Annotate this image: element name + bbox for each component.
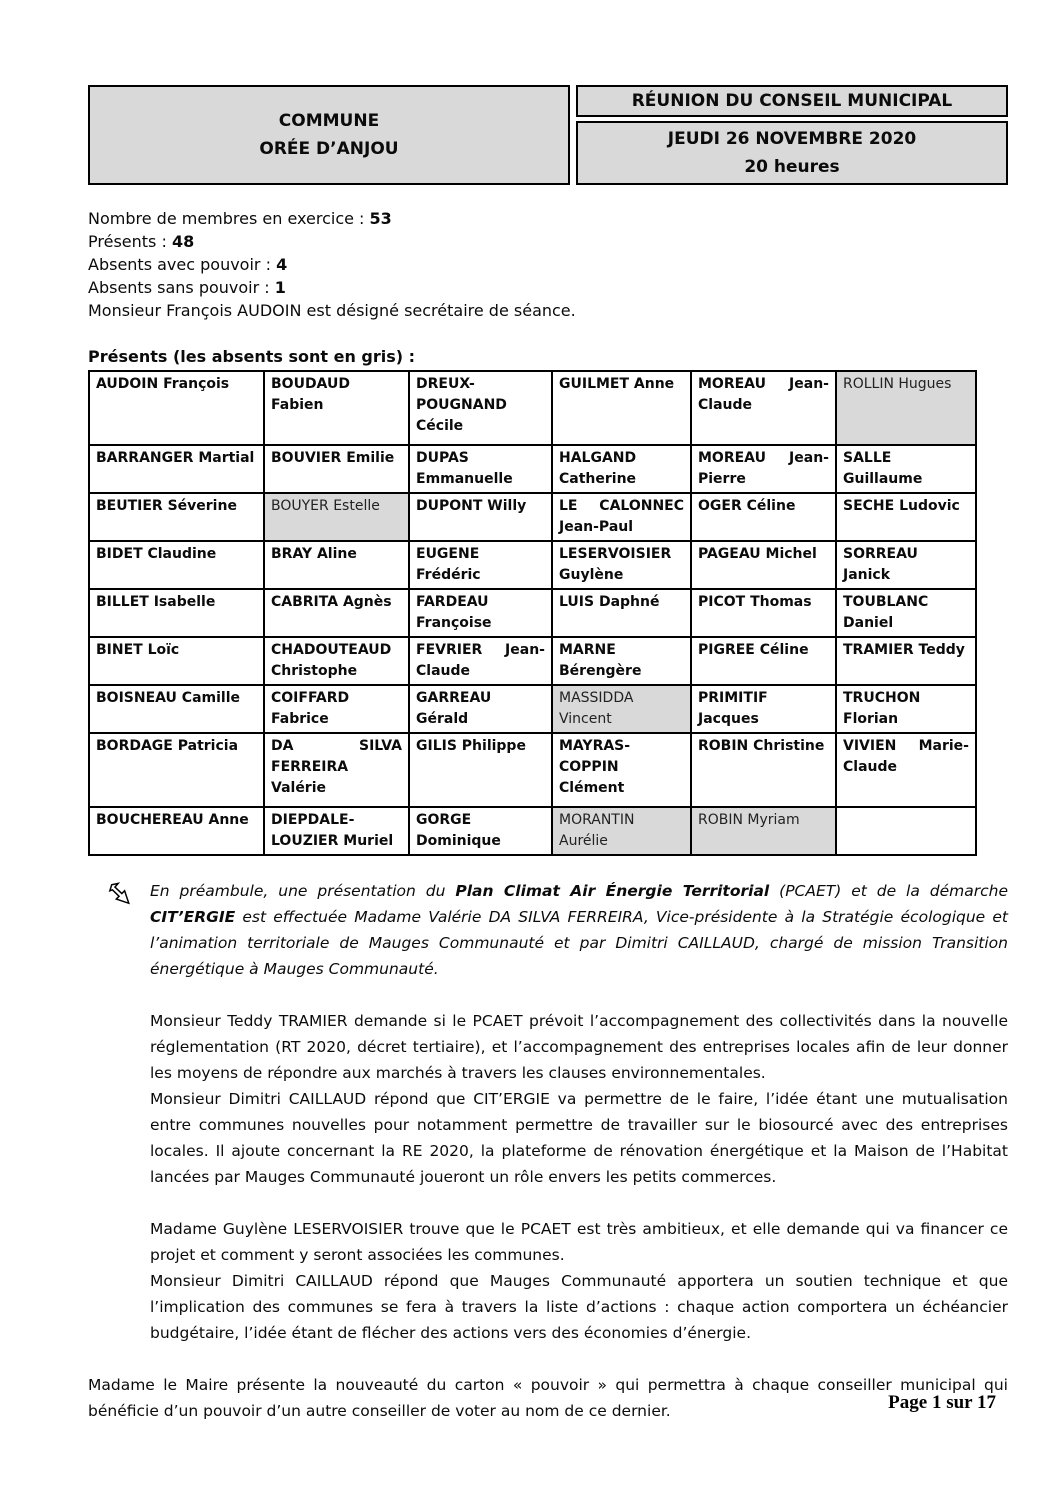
meeting-time: 20 heures xyxy=(744,157,840,177)
commune-line1: COMMUNE xyxy=(278,111,380,131)
stat-value: 48 xyxy=(171,232,195,251)
paragraph-tramier: Monsieur Teddy TRAMIER demande si le PCAET prévoit l’accompagnement des collectivités dans la nouvelle réglementation (RT 2020, décret tertiaire), et l’accompagnement des entreprises locales afin de leur donner les moyens de répondre aux marchés à travers les clauses environnementales. xyxy=(150,1012,1008,1082)
table-row xyxy=(89,371,976,445)
member-cell: COIFFARD Fabrice xyxy=(264,685,409,733)
member-cell: BOUCHEREAU Anne xyxy=(89,807,264,855)
member-cell: FEVRIER Jean-Claude xyxy=(409,637,552,685)
table-row xyxy=(89,541,976,589)
attendance-table xyxy=(88,370,977,856)
member-cell: TRUCHON Florian xyxy=(836,685,976,733)
member-cell: BINET Loïc xyxy=(89,637,264,685)
preamble-bold-pcaet: Plan Climat Air Énergie Territorial xyxy=(455,882,770,900)
member-cell: BILLET Isabelle xyxy=(89,589,264,637)
table-row xyxy=(89,589,976,637)
member-cell-empty xyxy=(836,807,976,855)
member-cell: LUIS Daphné xyxy=(552,589,691,637)
member-cell: TRAMIER Teddy xyxy=(836,637,976,685)
member-cell: AUDOIN François xyxy=(89,371,264,445)
member-cell-absent: BOUYER Estelle xyxy=(264,493,409,541)
attendance-caption: Présents (les absents sont en gris) : xyxy=(88,347,416,366)
member-cell-absent: MORANTIN Aurélie xyxy=(552,807,691,855)
member-cell: BIDET Claudine xyxy=(89,541,264,589)
member-cell: GUILMET Anne xyxy=(552,371,691,445)
paragraph-spacer xyxy=(150,982,1008,1008)
stat-line-absents-sans xyxy=(88,276,1008,299)
member-cell: CHADOUTEAUD Christophe xyxy=(264,637,409,685)
stat-label: Présents : xyxy=(88,232,167,251)
table-row xyxy=(89,445,976,493)
member-cell: PAGEAU Michel xyxy=(691,541,836,589)
member-cell: SALLE Guillaume xyxy=(836,445,976,493)
commune-line2: ORÉE D’ANJOU xyxy=(259,139,399,159)
paragraph-maire: Madame le Maire présente la nouveauté du carton « pouvoir » qui permettra à chaque conseiller municipal qui bénéficie d’un pouvoir d’un autre conseiller de voter au nom de ce dernier. xyxy=(88,1376,1008,1420)
member-cell: MAYRAS-COPPIN Clément xyxy=(552,733,691,807)
member-cell: BEUTIER Séverine xyxy=(89,493,264,541)
stat-value: 4 xyxy=(276,255,288,274)
meeting-title-cell xyxy=(576,85,1008,185)
meeting-datetime xyxy=(576,121,1008,185)
member-cell: MOREAU Jean-Claude xyxy=(691,371,836,445)
member-cell: GARREAU Gérald xyxy=(409,685,552,733)
member-cell: GORGE Dominique xyxy=(409,807,552,855)
member-cell: DA SILVA FERREIRA Valérie xyxy=(264,733,409,807)
member-cell: BOISNEAU Camille xyxy=(89,685,264,733)
member-cell: BOUDAUD Fabien xyxy=(264,371,409,445)
member-cell: DUPAS Emmanuelle xyxy=(409,445,552,493)
stat-label: Absents sans pouvoir : xyxy=(88,278,270,297)
member-cell: VIVIEN Marie-Claude xyxy=(836,733,976,807)
stat-label: Absents avec pouvoir : xyxy=(88,255,271,274)
preamble-bold-citergie: CIT’ERGIE xyxy=(150,908,236,926)
commune-title-cell xyxy=(88,85,570,185)
table-row xyxy=(89,807,976,855)
member-cell: DUPONT Willy xyxy=(409,493,552,541)
member-cell: BOUVIER Emilie xyxy=(264,445,409,493)
member-cell: BORDAGE Patricia xyxy=(89,733,264,807)
paragraph-caillaud-1: Monsieur Dimitri CAILLAUD répond que CIT’ERGIE va permettre de le faire, l’idée étant une mutualisation entre communes nouvelles pour notamment permettre de travailler sur le biosourcé avec des entreprises locales. Il ajoute concernant la RE 2020, la plateforme de rénovation énergétique et la Maison de l’Habitat lancées par Mauges Communauté joueront un rôle envers les petits commerces. xyxy=(150,1090,1008,1186)
member-cell: SECHE Ludovic xyxy=(836,493,976,541)
table-row xyxy=(89,637,976,685)
paragraph-caillaud-2: Monsieur Dimitri CAILLAUD répond que Mauges Communauté apportera un soutien technique et que l’implication des communes se fera à travers la liste d’actions : chaque action comportera un échéancier budgétaire, l’idée étant de flécher des actions vers des économies d’énergie. xyxy=(150,1272,1008,1342)
member-cell: BARRANGER Martial xyxy=(89,445,264,493)
preamble-seg: est effectuée Madame Valérie DA SILVA FERREIRA, Vice-présidente à la Stratégie écologique et l’animation territoriale de Mauges Communauté et par Dimitri CAILLAUD, chargé de mission Transition énergétique à Mauges Communauté. xyxy=(150,908,1008,978)
preamble-seg: (PCAET) et de la démarche xyxy=(769,882,1009,900)
member-cell: LE CALONNEC Jean-Paul xyxy=(552,493,691,541)
stat-line-absents-pouvoir xyxy=(88,253,1008,276)
member-cell: BRAY Aline xyxy=(264,541,409,589)
member-cell: PRIMITIF Jacques xyxy=(691,685,836,733)
member-cell: SORREAU Janick xyxy=(836,541,976,589)
paragraph-spacer xyxy=(150,1190,1008,1216)
member-cell: PIGREE Céline xyxy=(691,637,836,685)
table-row xyxy=(89,685,976,733)
member-cell: LESERVOISIER Guylène xyxy=(552,541,691,589)
member-cell: MOREAU Jean-Pierre xyxy=(691,445,836,493)
member-cell-absent: ROLLIN Hugues xyxy=(836,371,976,445)
meeting-date: JEUDI 26 NOVEMBRE 2020 xyxy=(667,129,917,149)
member-cell: PICOT Thomas xyxy=(691,589,836,637)
member-cell: OGER Céline xyxy=(691,493,836,541)
member-cell: EUGENE Frédéric xyxy=(409,541,552,589)
member-cell: MARNE Bérengère xyxy=(552,637,691,685)
pen-arrow-bullet-icon xyxy=(108,882,132,906)
page-number: Page 1 sur 17 xyxy=(888,1392,996,1413)
member-cell: HALGAND Catherine xyxy=(552,445,691,493)
member-cell-absent: MASSIDDA Vincent xyxy=(552,685,691,733)
secretary-line: Monsieur François AUDOIN est désigné secrétaire de séance. xyxy=(88,301,576,320)
stat-label: Nombre de membres en exercice : xyxy=(88,209,365,228)
member-cell: CABRITA Agnès xyxy=(264,589,409,637)
member-cell: GILIS Philippe xyxy=(409,733,552,807)
preamble-paragraph xyxy=(150,878,1008,982)
member-cell: FARDEAU Françoise xyxy=(409,589,552,637)
member-cell-absent: ROBIN Myriam xyxy=(691,807,836,855)
member-cell: DREUX-POUGNAND Cécile xyxy=(409,371,552,445)
stat-line-exercice xyxy=(88,207,1008,230)
stat-line-presents xyxy=(88,230,1008,253)
member-cell: ROBIN Christine xyxy=(691,733,836,807)
stat-value: 1 xyxy=(274,278,286,297)
paragraph-leservoisier: Madame Guylène LESERVOISIER trouve que le PCAET est très ambitieux, et elle demande qui va financer ce projet et comment y seront associées les communes. xyxy=(150,1220,1008,1264)
minutes-section xyxy=(150,878,1008,1346)
meeting-title: RÉUNION DU CONSEIL MUNICIPAL xyxy=(576,85,1008,117)
member-cell: DIEPDALE-LOUZIER Muriel xyxy=(264,807,409,855)
table-row xyxy=(89,493,976,541)
member-cell: TOUBLANC Daniel xyxy=(836,589,976,637)
membership-stats xyxy=(88,207,1008,322)
stat-value: 53 xyxy=(369,209,392,228)
table-row xyxy=(89,733,976,807)
header-banner xyxy=(88,85,1008,185)
preamble-seg: En préambule, une présentation du xyxy=(150,882,456,900)
